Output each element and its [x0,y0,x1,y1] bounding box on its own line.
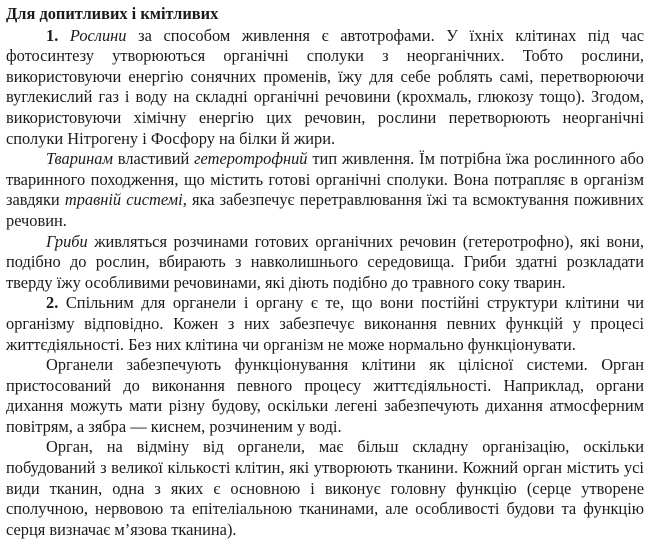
text-run: Орган, на відміну від органели, має більш складну організацію, оскільки побудований з великої кількості клітин, які утворюють тканини. Кожний орган містить усі види тканин, одна з яких є основною і виконує головну функцію (серце утворене сполучною, нервовою та епітеліальною тканинами, але особливості будови та функцію серця визначає м’язова тканина). [6,437,644,539]
body-text [6,26,644,540]
text-run: , яка забезпечує перетравлювання їжі та всмоктування поживних речовин. [6,190,644,230]
text-run: живляться розчинами готових органічних речовин (гетеротрофно), які вони, подібно до рослин, вбирають з навколишнього середовища. Гриби здатні розкладати тверду їжу особливими речовинами, які діють подібно до травного соку тварин. [6,231,644,292]
paragraph [6,149,644,231]
paragraph-number: 2. [46,293,59,313]
italic-term: гетеротрофний [194,149,308,169]
text-run: властивий [112,149,195,169]
paragraph [6,355,644,437]
italic-term: Гриби [46,231,88,251]
paragraph [6,232,644,294]
paragraph [6,26,644,150]
text-run: Спільним для органели і органу є те, що вони постійні структури клітини чи організму відповідно. Кожен з них забезпечує виконання певних функцій у процесі життєдіяльності. Без них клітина чи організм не може нормально функціонувати. [6,293,644,354]
text-run: за способом живлення є автотрофами. У їхніх клітинах під час фотосинтезу утворюються органічні сполуки з неорганічних. Тобто рослини, використовуючи енергію сонячних променів, їжу для себе роблять самі, перетворюючи вуглекислий газ і воду на складні органічні речовини (крохмаль, глюкозу тощо). Згодом, використовуючи хімічну енергію цих речовин, рослини перетворюють неорганічні сполуки Нітрогену і Фосфору на білки й жири. [6,25,644,148]
paragraph-number: 1. [46,25,70,45]
italic-term: Тваринам [46,149,113,169]
paragraph [6,437,644,540]
section-heading: Для допитливих і кмітливих [6,4,219,23]
text-run: Органели забезпечують функціонування клітини як цілісної системи. Орган пристосований до виконання певного процесу життєдіяльності. Наприклад, органи дихання можуть мати різну будову, оскільки легені забезпечують дихання атмосферним повітрям, а зябра — киснем, розчиненим у воді. [6,355,644,436]
italic-term: Рослини [69,25,127,45]
paragraph [6,293,644,355]
text-run: тип живлення. Їм потрібна їжа рослинного або тваринного походження, що містить готові органічні сполуки. Вона потрапляє в організм завдяки [6,149,644,210]
italic-term: травній системі [64,190,183,210]
